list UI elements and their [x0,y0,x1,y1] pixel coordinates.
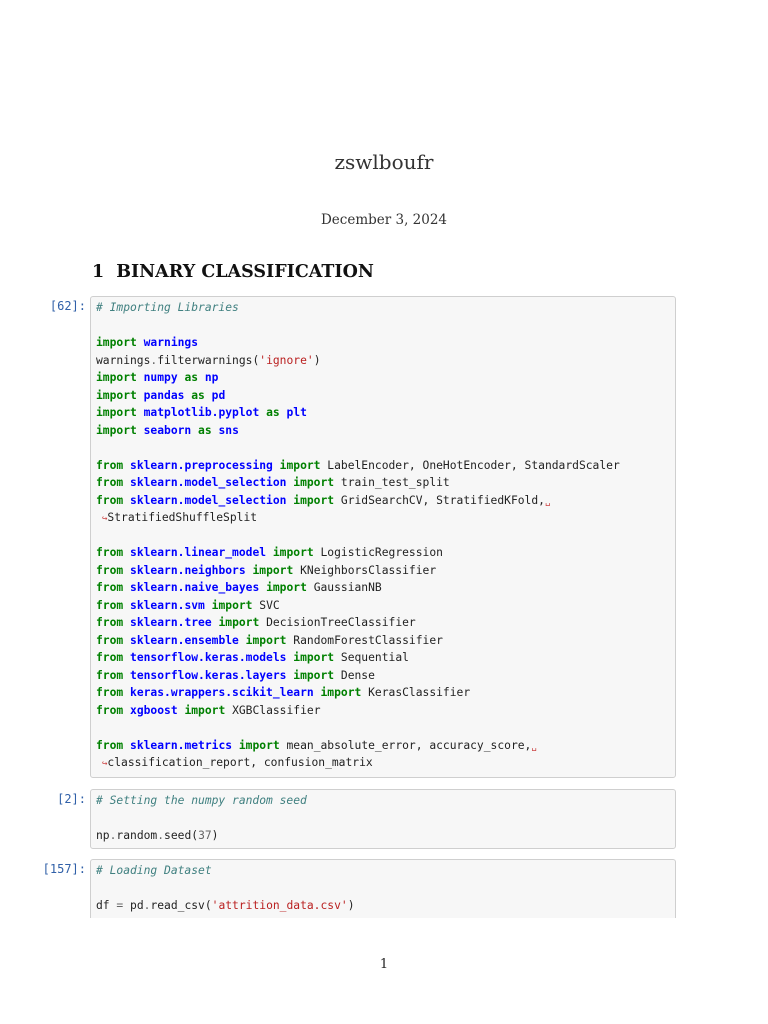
page-number: 1 [379,957,389,972]
line-wrap-marker-icon: ␣ [531,741,537,752]
code-line: np.random.seed(37) [96,829,219,842]
cell-prompt: [2]: [57,792,86,806]
code-line: warnings.filterwarnings('ignore') [96,353,321,367]
section-number: 1 [92,262,105,282]
code-line: from sklearn.ensemble import RandomForestClassifier [96,633,443,647]
line-wrap-arrow-icon: ↪ [102,759,108,769]
code-line: from sklearn.model_selection import train_test_split [96,476,450,489]
code-input-area[interactable] [90,859,676,918]
code-line-continuation: ↪StratifiedShuffleSplit [102,511,258,524]
code-line: df = pd.read_csv('attrition_data.csv') [96,899,355,912]
code-line-continuation: ↪classification_report, confusion_matrix [102,756,373,769]
code-line: from sklearn.tree import DecisionTreeClassifier [96,616,416,629]
code-line: from sklearn.naive_bayes import GaussianNB [96,581,382,594]
code-line: from sklearn.preprocessing import LabelEncoder, OneHotEncoder, StandardScaler [96,458,620,472]
code-comment: # Importing Libraries [96,301,239,314]
code-line: from tensorflow.keras.models import Sequential [96,651,409,664]
section-heading [92,262,374,282]
code-line: from sklearn.svm import SVC [96,598,280,612]
code-line: from tensorflow.keras.layers import Dense [96,668,375,682]
line-wrap-marker-icon: ␣ [544,496,551,507]
code-line: from sklearn.metrics import mean_absolute_error, accuracy_score,␣ [96,738,537,752]
code-line: from sklearn.linear_model import LogisticRegression [96,546,443,559]
code-line: import matplotlib.pyplot as plt [96,406,307,419]
code-line: from sklearn.model_selection import GridSearchCV, StratifiedKFold,␣ [96,493,551,507]
code-line: import warnings [96,336,199,349]
line-wrap-arrow-icon: ↪ [102,514,108,524]
code-comment: # Setting the numpy random seed [96,794,307,807]
code-input-area[interactable] [90,296,676,778]
code-line: from xgboost import XGBClassifier [96,703,321,717]
code-line: import pandas as pd [96,388,226,402]
cell-prompt: [62]: [49,299,86,313]
code-line: from sklearn.neighbors import KNeighborsClassifier [96,563,437,577]
document-date: December 3, 2024 [320,212,448,228]
code-line: import seaborn as sns [96,423,239,437]
code-line: import numpy as np [96,371,219,384]
document-title: zswlboufr [334,150,434,174]
cell-prompt: [157]: [42,862,86,876]
code-comment: # Loading Dataset [96,864,212,877]
section-title: BINARY CLASSIFICATION [116,262,374,282]
code-input-area[interactable] [90,789,676,849]
code-line: from keras.wrappers.scikit_learn import KerasClassifier [96,686,471,699]
